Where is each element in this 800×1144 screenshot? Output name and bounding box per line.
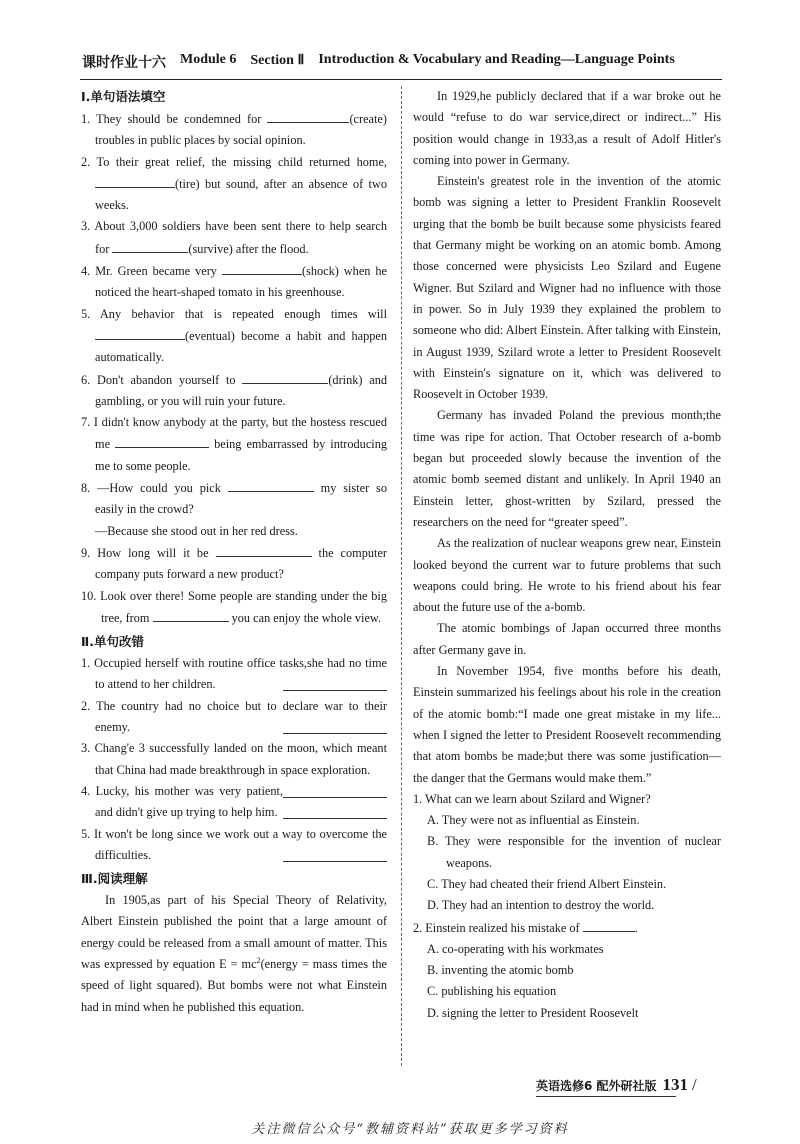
question-7 <box>81 412 387 477</box>
section-title-grammar: Ⅰ.单句语法填空 <box>81 89 166 104</box>
q-text: 6. Don't abandon yourself to <box>81 372 243 387</box>
footer-rule <box>536 1096 676 1097</box>
reading-paragraph-3: Einstein's greatest role in the invention of the atomic bomb was signing a letter to President Franklin Roosevelt urging that the bomb be built because some physicists feared that Germany might be working on an atomic bomb. Among those concerned were physicists Leo Szilard and Eugene Wigner. But Szilard and Wigner had no influence with those in power. So in July 1939 they explained the problem to someone who did: Albert Einstein. After talking with Einstein, in August 1939, Szilard wrote a letter to President Roosevelt with Einstein's signature on it, which was delivered to Roosevelt in October 1939. <box>413 174 721 402</box>
option-1c[interactable]: C. They had cheated their friend Albert Einstein. <box>427 876 667 891</box>
correction-item-2 <box>81 696 387 739</box>
question-3 <box>81 216 387 260</box>
q-text: being embarrassed by introducing me to some people. <box>95 437 388 473</box>
q-text: troubles in public places by social opinion. <box>95 133 306 148</box>
answer-blank[interactable] <box>267 108 349 123</box>
section-title-reading: Ⅲ.阅读理解 <box>81 871 148 887</box>
lesson-label: 课时作业十六 <box>82 55 166 71</box>
page-slash: / <box>692 1075 697 1094</box>
q-text: you can enjoy the whole view. <box>228 610 382 625</box>
word-hint: (survive) <box>188 241 233 256</box>
answer-blank[interactable] <box>95 173 175 188</box>
reading-paragraph-1 <box>81 890 387 1018</box>
reading-question-1: 1. What can we learn about Szilard and Wigner? <box>413 791 651 806</box>
item-text: 4. Lucky, his mother was very patient, and didn't give up trying to help him. <box>81 783 283 820</box>
answer-blank[interactable] <box>95 325 185 340</box>
question-8-answer-line: —Because she stood out in her red dress. <box>95 523 298 538</box>
option-2c[interactable]: C. publishing his equation <box>427 984 557 999</box>
answer-blank[interactable] <box>216 542 312 557</box>
question-10 <box>81 586 387 630</box>
section-title-correction: Ⅱ.单句改错 <box>81 634 144 650</box>
superscript: 2 <box>256 955 261 965</box>
item-text: 5. It won't be long since we work out a way to overcome the difficulties. <box>81 826 387 862</box>
answer-line[interactable] <box>283 783 387 798</box>
q-text: when he noticed the heart-shaped tomato in his greenhouse. <box>95 264 388 300</box>
word-hint: (create) <box>349 112 387 126</box>
reading-paragraph-5: As the realization of nuclear weapons grew near, Einstein looked beyond the current war to future problems that such weapons could bring. He wrote to his friend about his fear about the future use of the a-bomb. <box>413 536 721 615</box>
answer-line[interactable] <box>283 847 387 862</box>
q-text: 10. Look over there! Some people are standing under the big tree, from <box>81 588 387 625</box>
para-text: (energy = mass times the speed of light squared). But bombs were not what Einstein had in mind when he published this equation. <box>81 956 387 1014</box>
answer-blank[interactable] <box>153 607 229 622</box>
column-divider <box>401 86 402 1066</box>
q-text: 8. —How could you pick <box>81 481 228 496</box>
page-title: Introduction & Vocabulary and Reading—Language Points <box>318 52 675 67</box>
reading-question-2 <box>413 917 721 939</box>
q-text: 9. How long will it be <box>81 545 216 560</box>
para-text: In 1905,as part of his Special Theory of Relativity, Albert Einstein published the point that a large amount of energy could be released from a small amount of matter. This was expressed by equation E = mc <box>81 893 387 971</box>
left-column <box>81 86 387 1018</box>
item-text: 2. The country had no choice but to declare war to their enemy. <box>81 698 387 735</box>
option-1a[interactable]: A. They were not as influential as Einstein. <box>427 813 640 828</box>
question-2 <box>81 152 387 217</box>
word-hint: (eventual) <box>185 328 235 343</box>
reading-paragraph-2: In 1929,he publicly declared that if a war broke out he would “refuse to do war service,direct or indirect...” His position would change in 1933,as a result of Adolf Hitler's coming into power in Germany. <box>413 89 721 167</box>
q-text: 2. Einstein realized his mistake of <box>413 920 583 935</box>
question-1 <box>81 108 387 152</box>
section-label: Section Ⅱ <box>250 53 305 68</box>
answer-blank[interactable] <box>242 369 328 384</box>
correction-item-3 <box>81 738 387 781</box>
q-text: but sound, after an absence of two weeks. <box>95 176 387 213</box>
option-2a[interactable]: A. co-operating with his workmates <box>427 941 604 956</box>
q-text: become a habit and happen automatically. <box>95 328 387 365</box>
option-2d[interactable]: D. signing the letter to President Roosevelt <box>427 1005 639 1020</box>
question-5 <box>81 304 387 369</box>
question-4 <box>81 260 387 304</box>
answer-blank[interactable] <box>228 477 314 492</box>
word-hint: (shock) <box>301 264 339 279</box>
module-label: Module 6 <box>180 52 237 67</box>
reading-paragraph-6: The atomic bombings of Japan occurred three months after Germany gave in. <box>413 621 721 657</box>
reading-paragraph-7: In November 1954, five months before his death, Einstein summarized his feelings about his role in the creation of the atomic bomb:“I made one great mistake in my life... when I signed the letter to President Roosevelt recommending that atom bombs be made;but there was some justification—the danger that the Germans would make them.” <box>413 664 721 785</box>
q-text: 4. Mr. Green became very <box>81 264 222 279</box>
header-rule <box>80 79 722 80</box>
answer-blank[interactable] <box>222 260 302 275</box>
correction-item-1 <box>81 653 387 696</box>
item-text: 3. Chang'e 3 successfully landed on the moon, which meant that China had made breakthrough in space exploration. <box>81 741 387 777</box>
footer-book-tag <box>536 1074 697 1096</box>
q-text: after the flood. <box>232 241 309 256</box>
answer-blank[interactable] <box>583 917 635 932</box>
q-text: 7. I didn't know anybody at the party, but the hostess rescued me <box>81 415 387 452</box>
option-1d[interactable]: D. They had an intention to destroy the world. <box>427 898 655 913</box>
right-column <box>413 86 721 1024</box>
footer-note: 关注微信公众号“教辅资料站”获取更多学习资料 <box>251 1122 569 1137</box>
q-text: 5. Any behavior that is repeated enough times will <box>81 306 387 321</box>
q-text: 1. They should be condemned for <box>81 112 268 126</box>
book-name: 英语选修6 配外研社版 <box>536 1078 657 1093</box>
answer-line[interactable] <box>283 719 387 734</box>
q-text: the computer company puts forward a new product? <box>95 545 387 582</box>
q-text: my sister so easily in the crowd? <box>95 481 387 517</box>
word-hint: (tire) <box>175 176 200 191</box>
q-text: and gambling, or you will ruin your future. <box>95 372 387 408</box>
item-text: 1. Occupied herself with routine office tasks,she had no time to attend to her children. <box>81 656 387 692</box>
q-text: . <box>634 920 638 935</box>
answer-blank[interactable] <box>115 433 209 448</box>
q-text: 3. About 3,000 soldiers have been sent there to help search for <box>81 219 387 256</box>
page-number: 131 <box>662 1075 689 1094</box>
question-8 <box>81 477 387 521</box>
option-2b[interactable]: B. inventing the atomic bomb <box>427 963 574 978</box>
answer-line[interactable] <box>283 676 387 691</box>
question-6 <box>81 369 387 413</box>
answer-blank[interactable] <box>112 238 188 253</box>
question-9 <box>81 542 387 586</box>
q-text: 2. To their great relief, the missing child returned home, <box>81 154 387 169</box>
page-header <box>82 52 722 74</box>
reading-paragraph-4: Germany has invaded Poland the previous month;the time was ripe for action. That October research of a-bomb began but proceeded slowly because the invention of the atomic bomb seemed distant and unlikely. In April 1940 an Einstein letter, ghost-written by Szilard, pressed the researchers on the need for “greater speed”. <box>413 408 721 529</box>
correction-item-5 <box>81 824 387 867</box>
option-1b[interactable]: B. They were responsible for the invention of nuclear weapons. <box>427 834 721 870</box>
word-hint: (drink) <box>328 372 363 387</box>
answer-line[interactable] <box>283 804 387 819</box>
